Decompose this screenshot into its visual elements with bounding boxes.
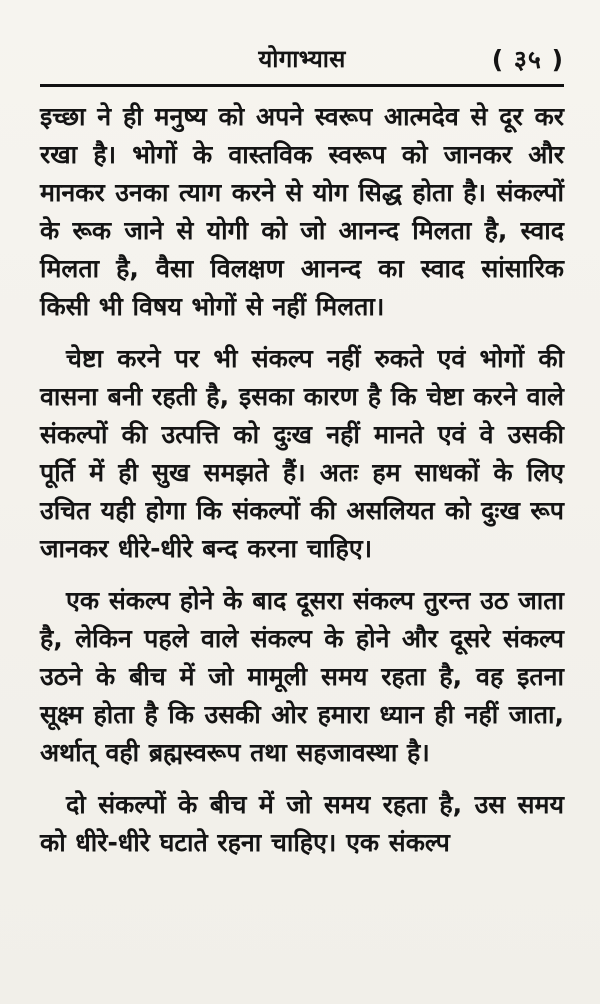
page-content — [40, 98, 564, 876]
header-divider — [40, 84, 564, 87]
paragraph-3: एक संकल्प होने के बाद दूसरा संकल्प तुरन्त उठ जाता है, लेकिन पहले वाले संकल्प के होने और दूसरे संकल्प उठने के बीच में जो मामूली समय रहता है, वह इतना सूक्ष्म होता है कि उसकी ओर हमारा ध्यान ही नहीं जाता, अर्थात् वही ब्रह्मस्वरूप तथा सहजावस्था है। — [40, 586, 564, 767]
paragraph-4: दो संकल्पों के बीच में जो समय रहता है, उस समय को धीरे-धीरे घटाते रहना चाहिए। एक संकल्प — [40, 790, 564, 857]
paragraph-1: इच्छा ने ही मनुष्य को अपने स्वरूप आत्मदेव से दूर कर रखा है। भोगों के वास्तविक स्वरूप को जानकर और मानकर उनका त्याग करने से योग सिद्ध होता है। संकल्पों के रूक जाने से योगी को जो आनन्द मिलता है, स्वाद मिलता है, वैसा विलक्षण आनन्द का स्वाद सांसारिक किसी भी विषय भोगों से नहीं मिलता। — [40, 102, 564, 321]
paragraph-2: चेष्टा करने पर भी संकल्प नहीं रुकते एवं भोगों की वासना बनी रहती है, इसका कारण है कि चेष्टा करने वाले संकल्पों की उत्पत्ति को दुःख नहीं मानते एवं वे उसकी पूर्ति में ही सुख समझते हैं। अतः हम साधकों के लिए उचित यही होगा कि संकल्पों की असलियत को दुःख रूप जानकर धीरे-धीरे बन्द करना चाहिए। — [40, 344, 564, 563]
page-number: ( ३५ ) — [491, 45, 564, 74]
running-title: योगाभ्यास — [258, 45, 346, 73]
page-header — [40, 0, 564, 86]
